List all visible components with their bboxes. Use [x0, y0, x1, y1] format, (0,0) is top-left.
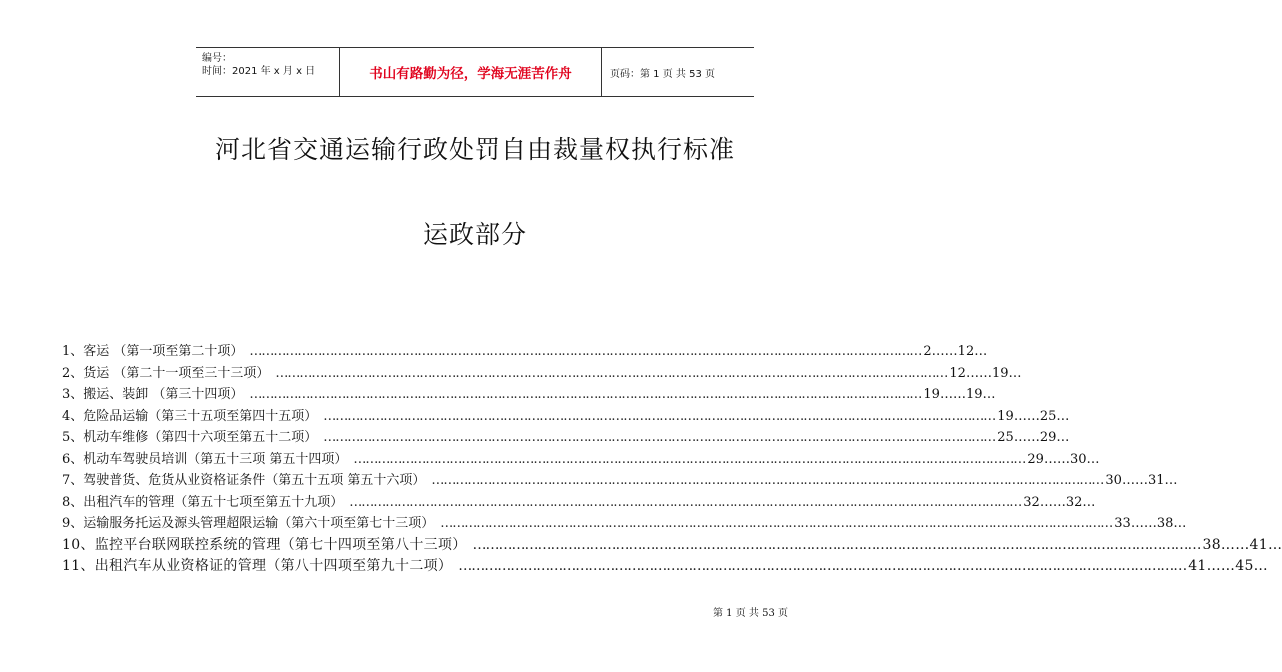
toc-entry — [62, 555, 1268, 577]
toc-leader: …………………………………………………………………………………………………………………………………………………… — [275, 365, 948, 381]
table-of-contents — [62, 340, 1282, 577]
toc-entry-pages: 33……38… — [1114, 516, 1187, 531]
toc-entry — [62, 405, 1070, 427]
header-page-info: 页码：第 1 页 共 53 页 — [610, 68, 715, 80]
document-subtitle: 运政部分 — [422, 220, 527, 249]
toc-entry — [62, 383, 996, 405]
toc-entry — [62, 491, 1096, 513]
header-table — [196, 47, 754, 97]
toc-entry-pages: 19……19… — [923, 387, 996, 402]
toc-leader: …………………………………………………………………………………………………………………………………………………… — [353, 451, 1026, 467]
toc-entry — [62, 512, 1187, 534]
toc-entry — [62, 534, 1282, 556]
toc-entry-label: 2、货运 （第二十一项至三十三项） — [62, 365, 270, 381]
toc-entry-pages: 30……31… — [1105, 473, 1178, 488]
number-label: 编号： — [202, 53, 232, 64]
page-footer: 第 1 页 共 53 页 — [713, 608, 788, 619]
toc-entry-label: 10、监控平台联网联控系统的管理（第七十四项至第八十三项） — [62, 536, 467, 553]
toc-entry-pages: 32……32… — [1023, 494, 1096, 510]
toc-entry-label: 5、机动车维修（第四十六项至第五十二项） — [62, 430, 318, 445]
toc-entry-pages: 2……12… — [923, 344, 988, 359]
toc-entry-pages: 38……41… — [1202, 536, 1282, 553]
toc-entry-label: 1、客运 （第一项至第二十项） — [62, 344, 244, 359]
toc-entry — [62, 340, 988, 362]
toc-leader: …………………………………………………………………………………………………………………………………………………… — [440, 516, 1113, 531]
toc-leader: …………………………………………………………………………………………………………………………………………………… — [472, 536, 1201, 553]
time-label: 时间：2021 年 x 月 x 日 — [202, 66, 316, 77]
toc-leader: …………………………………………………………………………………………………………………………………………………… — [458, 558, 1187, 574]
toc-entry-pages: 19……25… — [997, 408, 1070, 424]
header-motto: 书山有路勤为径，学海无涯苦作舟 — [339, 48, 602, 96]
toc-leader: …………………………………………………………………………………………………………………………………………………… — [323, 430, 996, 445]
toc-entry-pages: 29……30… — [1027, 451, 1100, 467]
toc-entry — [62, 362, 1022, 384]
toc-entry-label: 9、运输服务托运及源头管理超限运输（第六十项至第七十三项） — [62, 516, 435, 531]
toc-entry-label: 6、机动车驾驶员培训（第五十三项 第五十四项） — [62, 451, 348, 467]
header-meta — [196, 48, 339, 96]
toc-entry-label: 3、搬运、装卸 （第三十四项） — [62, 387, 244, 402]
toc-entry — [62, 448, 1100, 470]
toc-leader: …………………………………………………………………………………………………………………………………………………… — [431, 473, 1104, 488]
toc-entry-label: 11、出租汽车从业资格证的管理（第八十四项至第九十二项） — [62, 558, 453, 574]
toc-entry-pages: 25……29… — [997, 430, 1070, 445]
toc-entry — [62, 426, 1070, 448]
toc-entry-label: 8、出租汽车的管理（第五十七项至第五十九项） — [62, 494, 344, 510]
toc-entry-pages: 41……45… — [1188, 558, 1268, 574]
document-title: 河北省交通运输行政处罚自由裁量权执行标准 — [214, 135, 735, 164]
toc-entry — [62, 469, 1178, 491]
toc-entry-label: 7、驾驶普货、危货从业资格证条件（第五十五项 第五十六项） — [62, 473, 426, 488]
toc-leader: …………………………………………………………………………………………………………………………………………………… — [249, 344, 922, 359]
toc-leader: …………………………………………………………………………………………………………………………………………………… — [349, 494, 1022, 510]
toc-leader: …………………………………………………………………………………………………………………………………………………… — [249, 387, 922, 402]
toc-entry-label: 4、危险品运输（第三十五项至第四十五项） — [62, 408, 318, 424]
toc-leader: …………………………………………………………………………………………………………………………………………………… — [323, 408, 996, 424]
toc-entry-pages: 12……19… — [949, 365, 1022, 381]
